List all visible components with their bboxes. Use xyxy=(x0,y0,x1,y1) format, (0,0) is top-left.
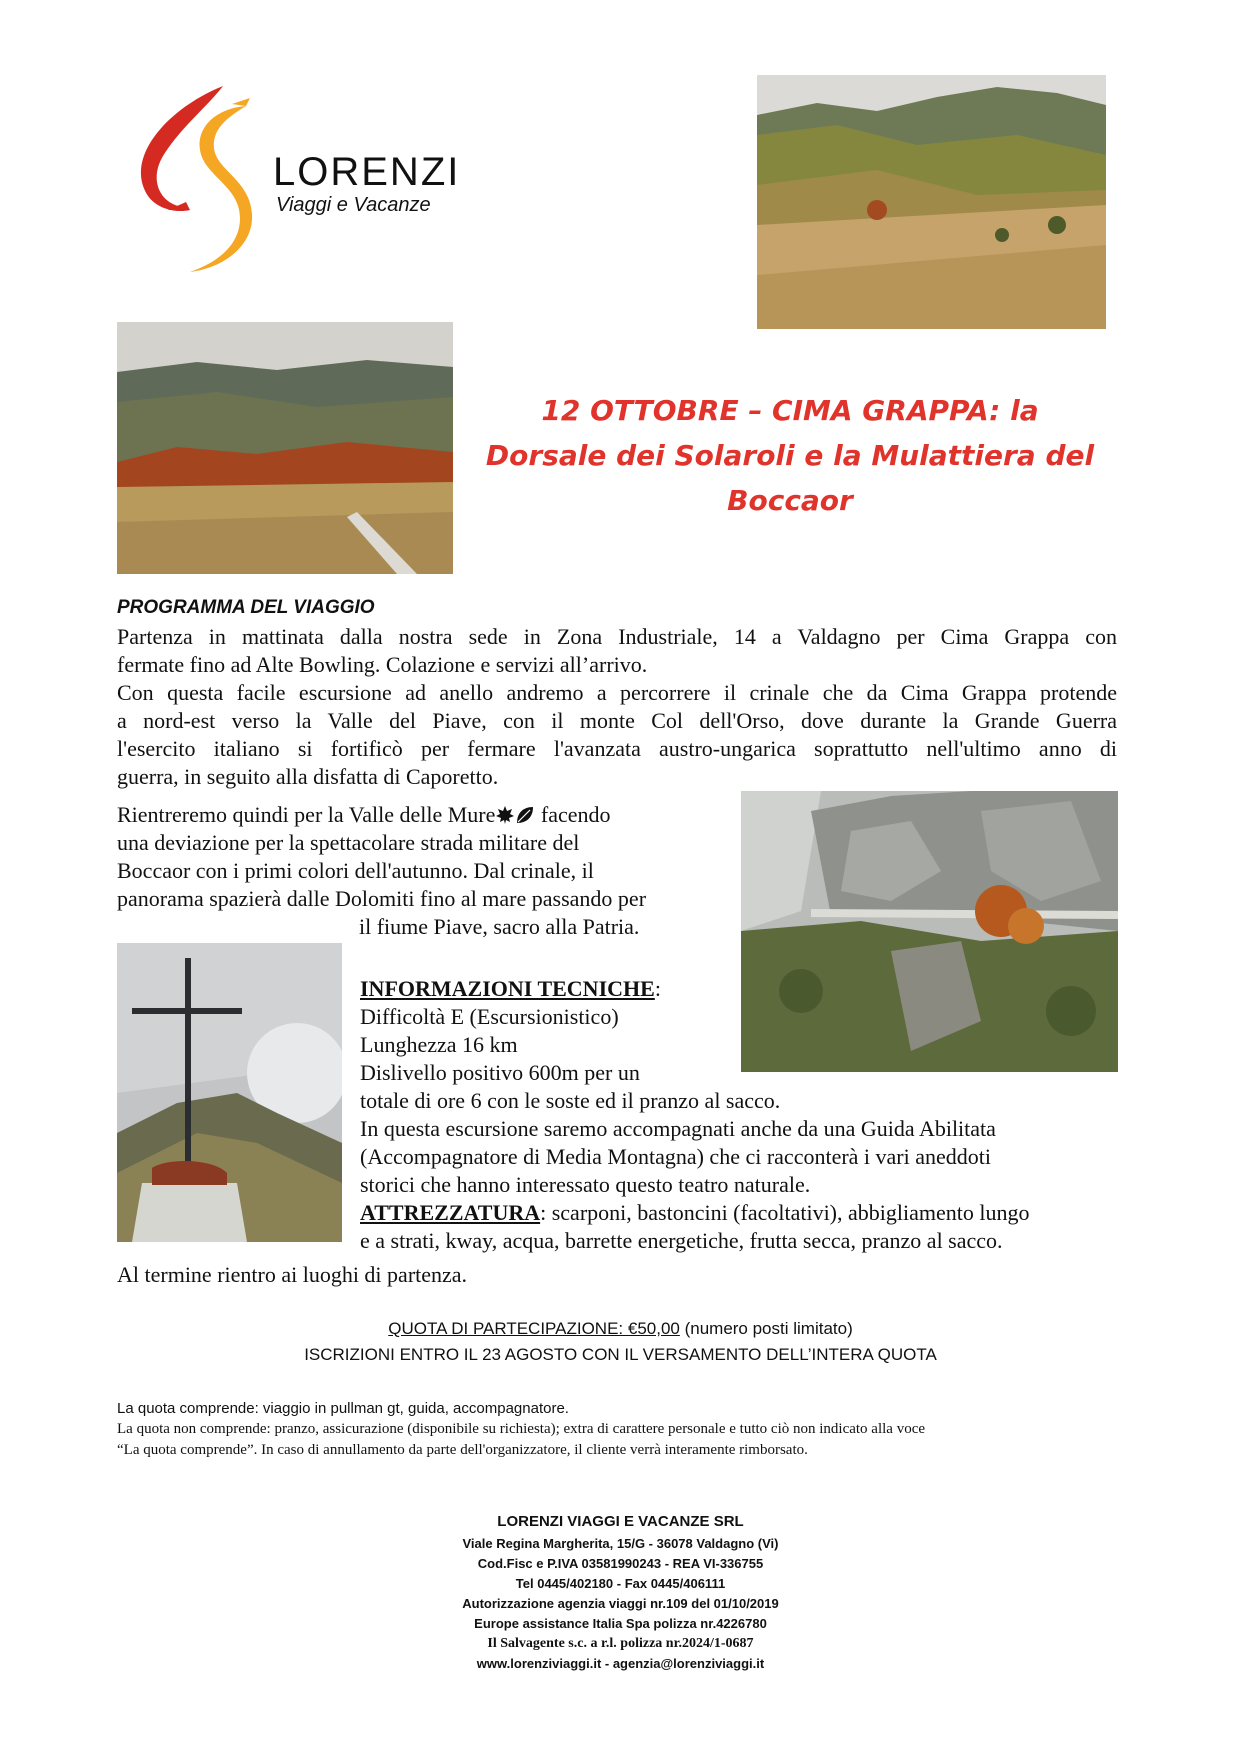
wrap-tail: facendo xyxy=(540,802,611,827)
tech-line: Dislivello positivo 600m per un xyxy=(360,1060,640,1085)
tech-line: storici che hanno interessato questo teatro naturale. xyxy=(360,1172,811,1197)
equipment-text: : scarponi, bastoncini (facoltativi), abbigliamento lungo xyxy=(540,1200,1030,1225)
program-line: guerra, in seguito alla disfatta di Caporetto. xyxy=(117,764,499,789)
summit-cross-photo xyxy=(117,943,342,1242)
equipment-line-2: e a strati, kway, acqua, barrette energetiche, frutta secca, pranzo al sacco. xyxy=(360,1228,1003,1253)
closing-line: Al termine rientro ai luoghi di partenza. xyxy=(117,1262,468,1287)
program-wrap-line xyxy=(117,801,717,829)
conditions-section xyxy=(117,1398,1127,1461)
tech-line: Difficoltà E (Escursionistico) xyxy=(360,1004,619,1029)
tech-line: (Accompagnatore di Media Montagna) che ci racconterà i vari aneddoti xyxy=(360,1144,991,1169)
tech-line: In questa escursione saremo accompagnati anche da una Guida Abilitata xyxy=(360,1116,996,1141)
footer-license: Autorizzazione agenzia viaggi nr.109 del 01/10/2019 xyxy=(462,1596,779,1611)
program-line: l'esercito italiano si fortificò per fermare l'avanzata austro-ungarica soprattutto nell'ultimo anno di xyxy=(117,736,1117,761)
tech-info-section xyxy=(360,975,1140,1255)
footer-insurance: Europe assistance Italia Spa polizza nr.4226780 xyxy=(474,1616,767,1631)
program-paragraph xyxy=(117,623,1117,791)
wrap-text: Rientreremo quindi per la Valle delle Mure xyxy=(117,802,496,827)
event-title xyxy=(440,388,1140,523)
footer-address: Viale Regina Margherita, 15/G - 36078 Valdagno (Vi) xyxy=(462,1536,779,1551)
footer-company: LORENZI VIAGGI E VACANZE SRL xyxy=(497,1513,744,1530)
program-wrap-line: panorama spazierà dalle Dolomiti fino al mare passando per xyxy=(117,886,647,911)
price-line xyxy=(0,1316,1241,1342)
program-wrap-line: il fiume Piave, sacro alla Patria. xyxy=(359,914,640,939)
tech-heading: INFORMAZIONI TECNICHE xyxy=(360,976,655,1001)
tech-line: Lunghezza 16 km xyxy=(360,1032,518,1057)
company-footer xyxy=(0,1510,1241,1674)
equipment-heading: ATTREZZATURA xyxy=(360,1200,541,1225)
logo-swoosh-icon xyxy=(128,78,278,278)
tech-line: totale di ore 6 con le soste ed il pranzo al sacco. xyxy=(360,1088,781,1113)
registration-deadline: ISCRIZIONI ENTRO IL 23 AGOSTO CON IL VERSAMENTO DELL’INTERA QUOTA xyxy=(304,1345,937,1364)
autumn-valley-photo xyxy=(117,322,453,574)
program-wrap-line: Boccaor con i primi colori dell'autunno. Dal crinale, il xyxy=(117,858,594,883)
footer-fiscal: Cod.Fisc e P.IVA 03581990243 - REA VI-336755 xyxy=(477,1556,764,1571)
logo-tagline: Viaggi e Vacanze xyxy=(276,194,431,216)
logo-brand-text: LORENZI xyxy=(273,150,461,194)
leaf-icon xyxy=(515,804,535,824)
program-line: a nord-est verso la Valle del Piave, con il monte Col dell'Orso, dove durante la Grande Guerra xyxy=(117,708,1117,733)
program-wrap-paragraph xyxy=(117,801,717,941)
mountain-meadow-photo xyxy=(757,75,1106,329)
footer-web-link[interactable]: www.lorenziviaggi.it - agenzia@lorenziviaggi.it xyxy=(476,1656,765,1671)
includes-text: La quota comprende: viaggio in pullman gt, guida, accompagnatore. xyxy=(117,1400,569,1417)
title-line-3: Boccaor xyxy=(727,484,853,517)
program-line: Partenza in mattinata dalla nostra sede in Zona Industriale, 14 a Valdagno per Cima Grappa con xyxy=(117,624,1117,649)
maple-leaf-icon xyxy=(495,804,515,824)
footer-salvagente: Il Salvagente s.c. a r.l. polizza nr.2024/1-0687 xyxy=(487,1636,754,1651)
excludes-text-2: “La quota comprende”. In caso di annullamento da parte dell'organizzatore, il cliente verrà interamente rimborsato. xyxy=(117,1442,808,1458)
price-note: (numero posti limitato) xyxy=(679,1319,853,1338)
program-line: fermate fino ad Alte Bowling. Colazione e servizi all’arrivo. xyxy=(117,652,648,677)
tech-heading-line xyxy=(360,975,1140,1003)
company-logo xyxy=(128,78,488,278)
title-line-2: Dorsale dei Solaroli e la Mulattiera del xyxy=(485,439,1095,472)
price-label: QUOTA DI PARTECIPAZIONE: €50,00 xyxy=(388,1319,680,1338)
program-wrap-line: una deviazione per la spettacolare strada militare del xyxy=(117,830,580,855)
price-section xyxy=(0,1316,1241,1368)
equipment-line xyxy=(360,1199,1140,1227)
title-line-1: 12 OTTOBRE – CIMA GRAPPA: la xyxy=(541,394,1039,427)
excludes-text: La quota non comprende: pranzo, assicurazione (disponibile su richiesta); extra di carattere personale e tutto ciò non indicato alla voce xyxy=(117,1421,926,1437)
program-line: Con questa facile escursione ad anello andremo a percorrere il crinale che da Cima Grappa protende xyxy=(117,680,1117,705)
program-heading: PROGRAMMA DEL VIAGGIO xyxy=(117,597,375,618)
tech-heading-colon: : xyxy=(654,976,661,1001)
footer-phone: Tel 0445/402180 - Fax 0445/406111 xyxy=(515,1576,726,1591)
